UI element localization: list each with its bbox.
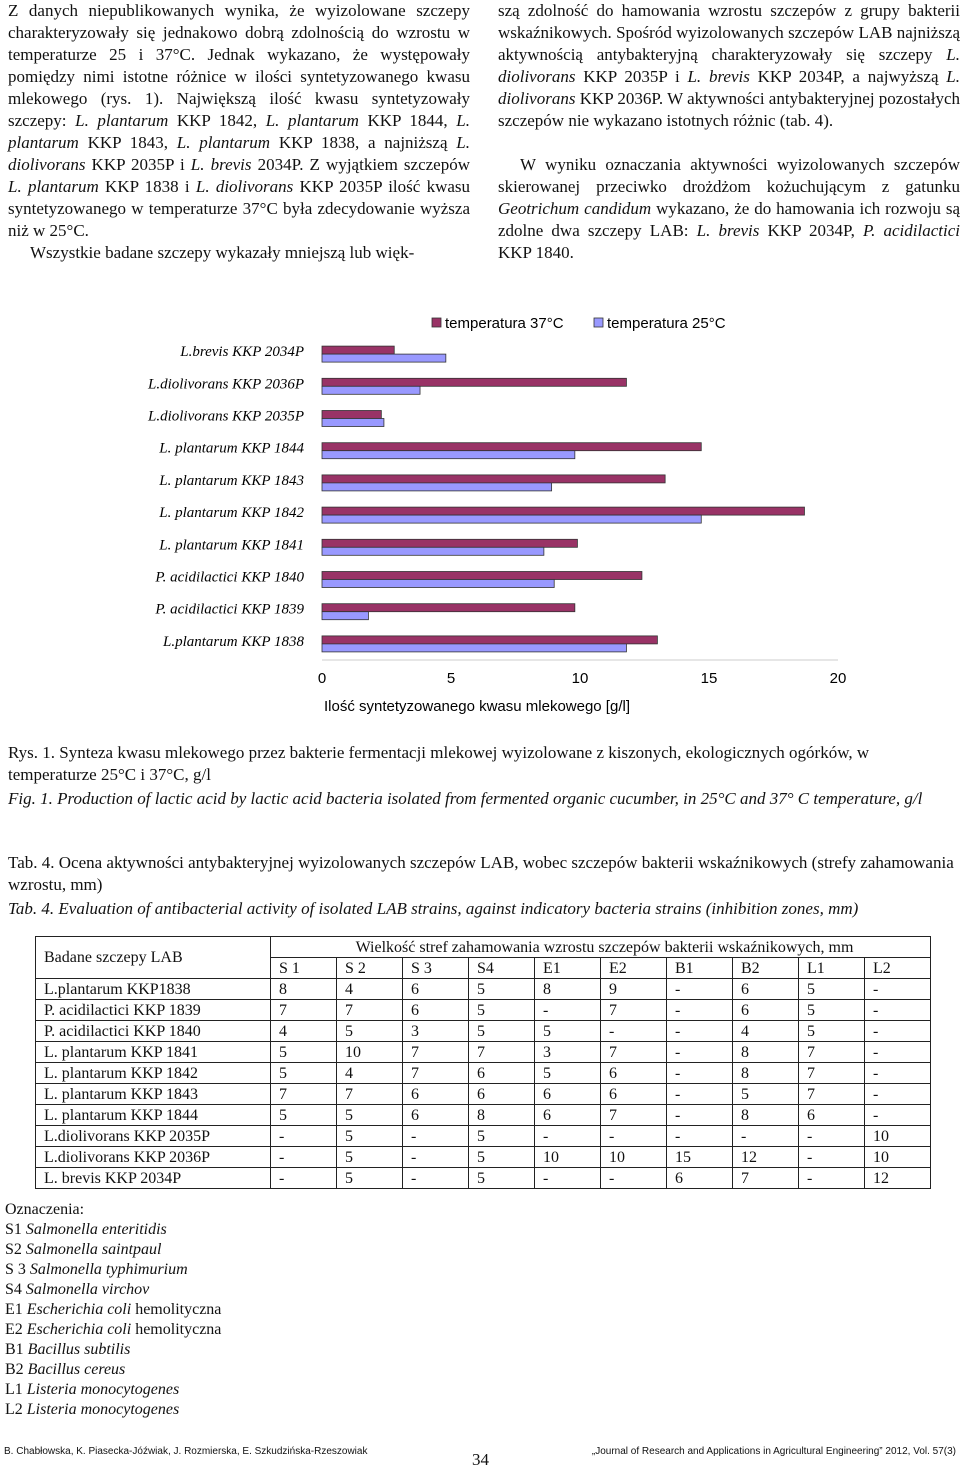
- value-cell: 7: [799, 1042, 865, 1063]
- value-cell: 7: [271, 1000, 337, 1021]
- value-cell: -: [865, 1042, 931, 1063]
- legend-code: S 3: [5, 1261, 30, 1278]
- value-cell: 4: [733, 1021, 799, 1042]
- value-cell: 7: [601, 1105, 667, 1126]
- bar: [322, 507, 804, 515]
- table-row: [36, 1042, 931, 1063]
- legend-code: S4: [5, 1281, 26, 1298]
- value-cell: 6: [799, 1105, 865, 1126]
- value-cell: 5: [271, 1063, 337, 1084]
- right-text-column: [498, 0, 960, 264]
- table-caption-pl: Tab. 4. Ocena aktywności antybakteryjnej wyizolowanych szczepów LAB, wobec szczepów bakterii wskaźnikowych (strefy zahamowania wzrostu, mm): [8, 853, 954, 894]
- legend-label: temperatura 25°C: [607, 315, 726, 332]
- value-cell: 4: [271, 1021, 337, 1042]
- legend-species: Listeria monocytogenes: [26, 1401, 180, 1418]
- table-row: [36, 1126, 931, 1147]
- value-cell: 7: [403, 1042, 469, 1063]
- table-row: [36, 1063, 931, 1084]
- category-label: L.diolivorans KKP 2035P: [148, 408, 304, 425]
- legend-code: S2: [5, 1241, 26, 1258]
- legend-species: Salmonella enteritidis: [25, 1221, 167, 1238]
- value-cell: -: [667, 1063, 733, 1084]
- legend-extra: hemolityczna: [131, 1301, 222, 1318]
- column-header: S 1: [271, 958, 337, 979]
- category-label: L. plantarum KKP 1844: [159, 440, 304, 457]
- column-header: B1: [667, 958, 733, 979]
- strain-cell: L. brevis KKP 2034P: [36, 1168, 271, 1189]
- table-caption-en: Tab. 4. Evaluation of antibacterial activity of isolated LAB strains, against indicatory bacteria strains (inhibition zones, mm): [8, 899, 859, 918]
- value-cell: -: [601, 1126, 667, 1147]
- right-paragraph-2: W wyniku oznaczania aktywności wyizolowanych szczepów skierowanej przeciwko drożdżom kożuchującym z gatunku Geotrichum candidum wykazano, że do hamowania ich rozwoju są zdolne dwa szczepy LAB: L. brevis KKP 2034P, P. acidilactici KKP 1840.: [498, 155, 960, 262]
- bar: [322, 419, 384, 427]
- value-cell: 10: [535, 1147, 601, 1168]
- legend-item: [5, 1280, 221, 1300]
- table-header-row: [36, 937, 931, 958]
- value-cell: -: [667, 1021, 733, 1042]
- value-cell: -: [535, 1168, 601, 1189]
- column-header: L1: [799, 958, 865, 979]
- legend-swatch: [432, 318, 441, 327]
- value-cell: 5: [337, 1168, 403, 1189]
- value-cell: -: [667, 1084, 733, 1105]
- value-cell: -: [271, 1147, 337, 1168]
- value-cell: 8: [271, 979, 337, 1000]
- footer-authors: B. Chabłowska, K. Piasecka-Jóźwiak, J. Rozmierska, E. Szkudzińska-Rzeszowiak: [4, 1446, 368, 1457]
- value-cell: 15: [667, 1147, 733, 1168]
- x-tick-label: 20: [829, 670, 847, 687]
- legend-label: temperatura 37°C: [445, 315, 564, 332]
- table-row: [36, 1147, 931, 1168]
- bar: [322, 443, 701, 451]
- figure-caption-pl: Rys. 1. Synteza kwasu mlekowego przez bakterie fermentacji mlekowej wyizolowane z kiszonych, ekologicznych ogórków, w temperaturze 25°C i 37°C, g/l: [8, 743, 870, 784]
- value-cell: -: [667, 979, 733, 1000]
- value-cell: -: [799, 1126, 865, 1147]
- table-row: [36, 1000, 931, 1021]
- value-cell: 9: [601, 979, 667, 1000]
- table-body: [36, 979, 931, 1189]
- table-row: [36, 1021, 931, 1042]
- legend-species: Salmonella saintpaul: [25, 1241, 162, 1258]
- strain-cell: P. acidilactici KKP 1840: [36, 1021, 271, 1042]
- value-cell: 5: [469, 1168, 535, 1189]
- value-cell: -: [667, 1105, 733, 1126]
- category-label: L. plantarum KKP 1843: [159, 472, 304, 489]
- legend-species: Bacillus cereus: [27, 1361, 126, 1378]
- strain-cell: L.plantarum KKP1838: [36, 979, 271, 1000]
- category-label: P. acidilactici KKP 1839: [155, 601, 304, 618]
- left-paragraph-1: Z danych niepublikowanych wynika, że wyizolowane szczepy charakteryzowały się jednakowo dobrą zdolnością do wzrostu w temperaturze 25 i 37°C. Jednak wykazano, że występowały pomiędzy nimi istotne różnice w ilości syntetyzowanego kwasu mlekowego (rys. 1). Największą ilość kwasu syntetyzowały szczepy: L. plantarum KKP 1842, L. plantarum KKP 1844, L. plantarum KKP 1843, L. plantarum KKP 1838, a najniższą L. diolivorans KKP 2035P i L. brevis 2034P. Z wyjątkiem szczepów L. plantarum KKP 1838 i L. diolivorans KKP 2035P ilość kwasu syntetyzowanego w temperaturze 37°C była zdecydowanie wyższa niż w 25°C.: [8, 1, 471, 240]
- value-cell: 5: [271, 1105, 337, 1126]
- value-cell: 8: [733, 1063, 799, 1084]
- value-cell: 7: [799, 1084, 865, 1105]
- value-cell: 3: [535, 1042, 601, 1063]
- value-cell: 5: [535, 1021, 601, 1042]
- legend-extra: hemolityczna: [131, 1321, 222, 1338]
- lactic-acid-bar-chart: [100, 308, 860, 728]
- abbreviation-legend: [5, 1200, 221, 1420]
- value-cell: 6: [535, 1105, 601, 1126]
- bar: [322, 572, 642, 580]
- legend-species: Escherichia coli: [26, 1321, 132, 1338]
- value-cell: 7: [601, 1042, 667, 1063]
- strain-cell: L. plantarum KKP 1844: [36, 1105, 271, 1126]
- value-cell: -: [865, 979, 931, 1000]
- column-header: S 2: [337, 958, 403, 979]
- value-cell: 6: [601, 1063, 667, 1084]
- column-header: S 3: [403, 958, 469, 979]
- value-cell: 6: [733, 979, 799, 1000]
- legend-species: Escherichia coli: [26, 1301, 132, 1318]
- value-cell: -: [535, 1000, 601, 1021]
- value-cell: 8: [535, 979, 601, 1000]
- x-tick-label: 10: [571, 670, 589, 687]
- strain-cell: P. acidilactici KKP 1839: [36, 1000, 271, 1021]
- x-axis-label: Ilość syntetyzowanego kwasu mlekowego [g/l]: [324, 698, 630, 715]
- value-cell: 6: [403, 979, 469, 1000]
- strain-cell: L. plantarum KKP 1842: [36, 1063, 271, 1084]
- legend-item: [5, 1240, 221, 1260]
- legend-swatch: [594, 318, 603, 327]
- bar: [322, 483, 552, 491]
- column-header: E1: [535, 958, 601, 979]
- strain-cell: L. plantarum KKP 1841: [36, 1042, 271, 1063]
- value-cell: -: [601, 1168, 667, 1189]
- legend-code: L1: [5, 1381, 27, 1398]
- value-cell: 7: [733, 1168, 799, 1189]
- category-label: L. plantarum KKP 1842: [159, 505, 304, 522]
- value-cell: 7: [337, 1084, 403, 1105]
- value-cell: 5: [799, 1000, 865, 1021]
- x-tick-label: 5: [446, 670, 456, 687]
- value-cell: 12: [865, 1168, 931, 1189]
- value-cell: -: [535, 1126, 601, 1147]
- value-cell: -: [865, 1105, 931, 1126]
- table-row: [36, 1105, 931, 1126]
- legend-code: S1: [5, 1221, 26, 1238]
- legend-item: [5, 1380, 221, 1400]
- value-cell: 10: [865, 1126, 931, 1147]
- value-cell: 6: [403, 1084, 469, 1105]
- inhibition-group-header: Wielkość stref zahamowania wzrostu szczepów bakterii wskaźnikowych, mm: [271, 937, 931, 958]
- bar: [322, 378, 626, 386]
- bar: [322, 354, 446, 362]
- inhibition-zones-table: [35, 936, 931, 1189]
- legend-item: [5, 1260, 221, 1280]
- value-cell: 5: [271, 1042, 337, 1063]
- value-cell: 3: [403, 1021, 469, 1042]
- value-cell: 7: [799, 1063, 865, 1084]
- value-cell: 7: [271, 1084, 337, 1105]
- footer-journal: „Journal of Research and Applications in Agricultural Engineering” 2012, Vol. 57(3): [591, 1446, 956, 1457]
- strain-column-header: Badane szczepy LAB: [36, 937, 271, 979]
- value-cell: 6: [403, 1000, 469, 1021]
- column-header: L2: [865, 958, 931, 979]
- bar: [322, 604, 575, 612]
- bar: [322, 612, 368, 620]
- value-cell: 5: [337, 1147, 403, 1168]
- x-tick-label: 15: [700, 670, 718, 687]
- value-cell: 10: [865, 1147, 931, 1168]
- column-header: E2: [601, 958, 667, 979]
- value-cell: -: [403, 1168, 469, 1189]
- value-cell: 4: [337, 979, 403, 1000]
- value-cell: 5: [469, 1126, 535, 1147]
- value-cell: 8: [733, 1042, 799, 1063]
- value-cell: 7: [601, 1000, 667, 1021]
- value-cell: -: [403, 1147, 469, 1168]
- legend-code: L2: [5, 1401, 27, 1418]
- value-cell: -: [667, 1000, 733, 1021]
- legend-item: [5, 1300, 221, 1320]
- chart-svg: [100, 308, 860, 728]
- category-label: P. acidilactici KKP 1840: [155, 569, 304, 586]
- category-label: L. plantarum KKP 1841: [159, 537, 304, 554]
- value-cell: 6: [667, 1168, 733, 1189]
- value-cell: 5: [337, 1021, 403, 1042]
- legend-species: Bacillus subtilis: [27, 1341, 131, 1358]
- legend-item: [5, 1220, 221, 1240]
- value-cell: 5: [337, 1126, 403, 1147]
- legend-code: B1: [5, 1341, 28, 1358]
- value-cell: -: [865, 1000, 931, 1021]
- strain-cell: L.diolivorans KKP 2035P: [36, 1126, 271, 1147]
- value-cell: 6: [403, 1105, 469, 1126]
- value-cell: 5: [469, 1147, 535, 1168]
- category-label: L.plantarum KKP 1838: [163, 633, 304, 650]
- legend-item: [5, 1340, 221, 1360]
- bar: [322, 580, 554, 588]
- value-cell: -: [601, 1021, 667, 1042]
- value-cell: 10: [601, 1147, 667, 1168]
- bar: [322, 644, 626, 652]
- value-cell: 12: [733, 1147, 799, 1168]
- legend-species: Salmonella virchov: [25, 1281, 150, 1298]
- legend-item: [5, 1400, 221, 1420]
- table-row: [36, 1168, 931, 1189]
- value-cell: 6: [535, 1084, 601, 1105]
- value-cell: 7: [403, 1063, 469, 1084]
- value-cell: -: [667, 1126, 733, 1147]
- value-cell: 5: [469, 1000, 535, 1021]
- bar: [322, 475, 665, 483]
- value-cell: -: [799, 1147, 865, 1168]
- right-paragraph-1: szą zdolność do hamowania wzrostu szczepów z grupy bakterii wskaźnikowych. Spośród wyizolowanych szczepów LAB najniższą aktywnością antybakteryjną charakteryzowały się szczepy L. diolivorans KKP 2035P i L. brevis KKP 2034P, a najwyższą L. diolivorans KKP 2036P. W aktywności antybakteryjnej pozostałych szczepów nie wykazano istotnych różnic (tab. 4).: [498, 1, 960, 130]
- value-cell: 7: [337, 1000, 403, 1021]
- column-header: S4: [469, 958, 535, 979]
- value-cell: 5: [469, 1021, 535, 1042]
- category-label: L.diolivorans KKP 2036P: [148, 376, 304, 393]
- legend-items: [5, 1220, 221, 1420]
- legend-species: Salmonella typhimurium: [29, 1261, 188, 1278]
- strain-cell: L. plantarum KKP 1843: [36, 1084, 271, 1105]
- x-tick-label: 0: [317, 670, 327, 687]
- value-cell: 8: [733, 1105, 799, 1126]
- bar: [322, 451, 575, 459]
- page-number: 34: [472, 1450, 489, 1469]
- value-cell: -: [271, 1168, 337, 1189]
- value-cell: -: [865, 1084, 931, 1105]
- value-cell: -: [799, 1168, 865, 1189]
- value-cell: 7: [469, 1042, 535, 1063]
- bar: [322, 636, 657, 644]
- value-cell: -: [865, 1063, 931, 1084]
- legend-code: E2: [5, 1321, 27, 1338]
- bar: [322, 547, 544, 555]
- value-cell: 5: [535, 1063, 601, 1084]
- column-header: B2: [733, 958, 799, 979]
- legend-title: Oznaczenia:: [5, 1201, 85, 1218]
- value-cell: 6: [601, 1084, 667, 1105]
- left-text-column: [8, 0, 470, 264]
- table-row: [36, 1084, 931, 1105]
- value-cell: -: [865, 1021, 931, 1042]
- category-label: L.brevis KKP 2034P: [180, 344, 304, 361]
- value-cell: 10: [337, 1042, 403, 1063]
- legend-item: [5, 1320, 221, 1340]
- value-cell: 8: [469, 1105, 535, 1126]
- value-cell: 5: [733, 1084, 799, 1105]
- value-cell: 4: [337, 1063, 403, 1084]
- table-row: [36, 979, 931, 1000]
- value-cell: 6: [469, 1084, 535, 1105]
- value-cell: 5: [337, 1105, 403, 1126]
- legend-code: E1: [5, 1301, 27, 1318]
- value-cell: -: [733, 1126, 799, 1147]
- bar: [322, 386, 420, 394]
- bar: [322, 539, 577, 547]
- value-cell: -: [667, 1042, 733, 1063]
- figure-caption-en: Fig. 1. Production of lactic acid by lactic acid bacteria isolated from fermented organic cucumber, in 25°C and 37° C temperature, g/l: [8, 789, 923, 808]
- value-cell: -: [271, 1126, 337, 1147]
- value-cell: 5: [799, 1021, 865, 1042]
- legend-species: Listeria monocytogenes: [26, 1381, 180, 1398]
- legend-item: [5, 1360, 221, 1380]
- value-cell: -: [403, 1126, 469, 1147]
- value-cell: 6: [733, 1000, 799, 1021]
- value-cell: 5: [799, 979, 865, 1000]
- legend-code: B2: [5, 1361, 28, 1378]
- bar: [322, 515, 701, 523]
- value-cell: 6: [469, 1063, 535, 1084]
- left-paragraph-2: Wszystkie badane szczepy wykazały mniejszą lub więk-: [30, 243, 415, 262]
- bar: [322, 411, 381, 419]
- strain-cell: L.diolivorans KKP 2036P: [36, 1147, 271, 1168]
- bar: [322, 346, 394, 354]
- value-cell: 5: [469, 979, 535, 1000]
